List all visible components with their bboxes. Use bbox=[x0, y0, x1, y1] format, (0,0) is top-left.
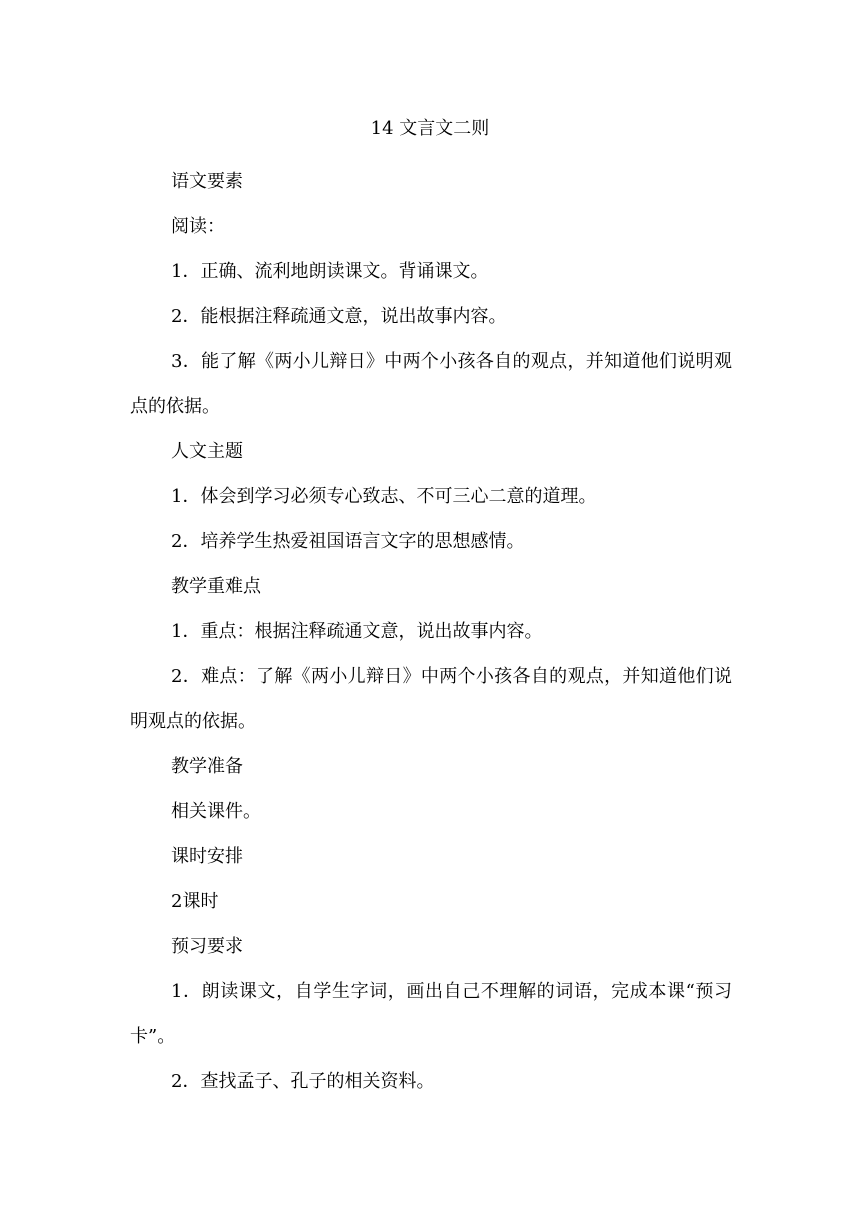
section-heading-schedule: 课时安排 bbox=[171, 846, 243, 867]
section-heading-language-elements: 语文要素 bbox=[171, 171, 243, 192]
preview-item-1: 1．朗读课文，自学生字词，画出自己不理解的词语，完成本课“预习卡”。 bbox=[130, 981, 732, 1047]
section-heading-preparation: 教学准备 bbox=[171, 756, 243, 777]
theme-item-1: 1．体会到学习必须专心致志、不可三心二意的道理。 bbox=[171, 486, 597, 507]
section-heading-preview: 预习要求 bbox=[171, 936, 243, 957]
reading-item-1: 1．正确、流利地朗读课文。背诵课文。 bbox=[171, 261, 489, 282]
document-body bbox=[130, 159, 732, 1104]
section-heading-humanistic-theme: 人文主题 bbox=[171, 441, 243, 462]
schedule-text: 2课时 bbox=[171, 891, 219, 912]
subheading-reading: 阅读： bbox=[171, 216, 225, 237]
reading-item-2: 2．能根据注释疏通文意，说出故事内容。 bbox=[171, 306, 507, 327]
document-title: 14 文言文二则 bbox=[370, 118, 490, 139]
reading-item-3: 3．能了解《两小儿辩日》中两个小孩各自的观点，并知道他们说明观点的依据。 bbox=[130, 351, 732, 417]
theme-item-2: 2．培养学生热爱祖国语言文字的思想感情。 bbox=[171, 531, 525, 552]
preparation-text: 相关课件。 bbox=[171, 801, 261, 822]
key-point-item-2: 2．难点：了解《两小儿辩日》中两个小孩各自的观点，并知道他们说明观点的依据。 bbox=[130, 666, 732, 732]
key-point-item-1: 1．重点：根据注释疏通文意，说出故事内容。 bbox=[171, 621, 543, 642]
section-heading-key-points: 教学重难点 bbox=[171, 576, 261, 597]
preview-item-2: 2．查找孟子、孔子的相关资料。 bbox=[171, 1071, 435, 1092]
